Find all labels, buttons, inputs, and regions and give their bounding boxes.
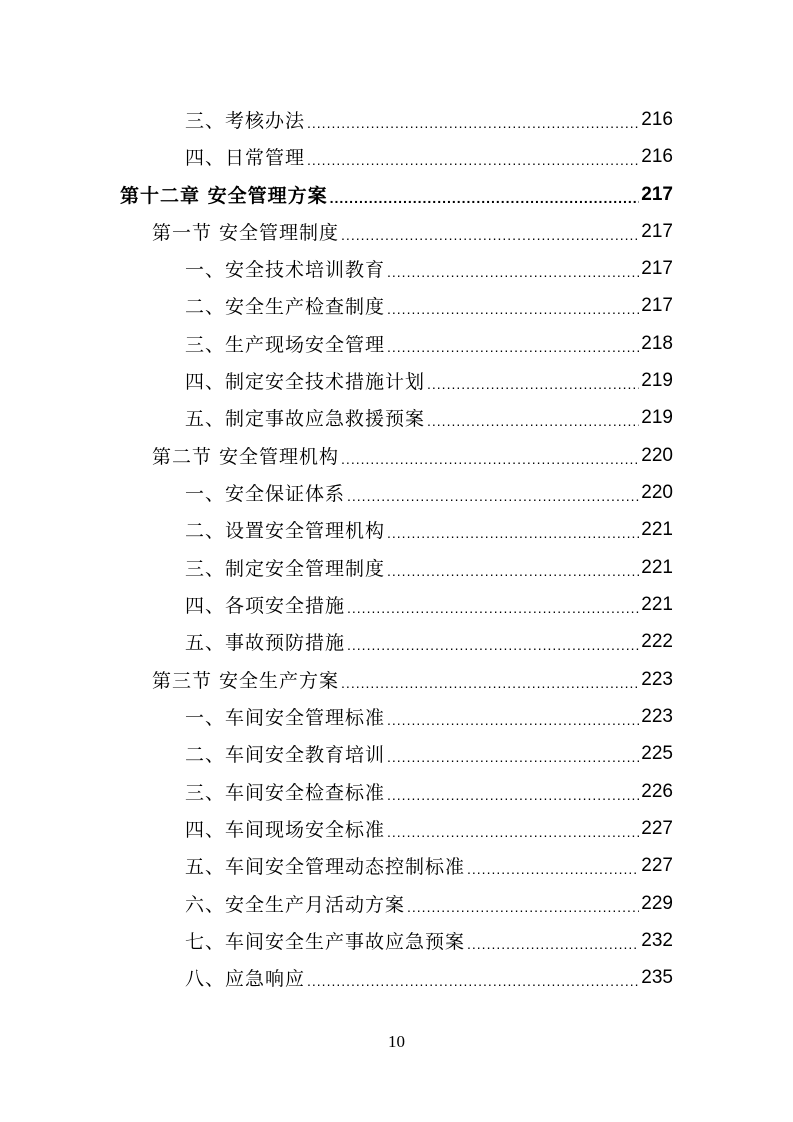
toc-entry-title: 一、车间安全管理标准: [185, 707, 386, 729]
toc-section-entry[interactable]: [152, 213, 673, 250]
toc-entry-title: 四、车间现场安全标准: [185, 819, 386, 841]
toc-leader-dots: [347, 600, 639, 616]
toc-entry[interactable]: [185, 885, 673, 922]
toc-leader-dots: [387, 563, 639, 579]
toc-entry[interactable]: [185, 362, 673, 399]
toc-entry-title: 二、设置安全管理机构: [185, 520, 386, 542]
toc-entry-title: 第十二章 安全管理方案: [120, 185, 328, 207]
toc-entry[interactable]: [185, 959, 673, 996]
toc-leader-dots: [341, 675, 639, 691]
toc-entry-page: 227: [641, 817, 673, 839]
toc-entry-title: 六、安全生产月活动方案: [185, 894, 406, 916]
toc-entry-page: 226: [641, 780, 673, 802]
toc-section-entry[interactable]: [152, 437, 673, 474]
toc-entry-page: 219: [641, 406, 673, 428]
toc-entry-page: 220: [641, 481, 673, 503]
toc-leader-dots: [427, 413, 639, 429]
toc-entry[interactable]: [185, 623, 673, 660]
toc-entry[interactable]: [185, 698, 673, 735]
toc-entry[interactable]: [185, 511, 673, 548]
toc-chapter-entry[interactable]: [120, 176, 673, 213]
toc-entry-title: 二、安全生产检查制度: [185, 296, 386, 318]
toc-entry-page: 235: [641, 966, 673, 988]
toc-leader-dots: [467, 861, 639, 877]
toc-entry-page: 220: [641, 444, 673, 466]
toc-entry-page: 225: [641, 742, 673, 764]
toc-entry-page: 216: [641, 108, 673, 130]
toc-entry-page: 223: [641, 705, 673, 727]
toc-entry-page: 221: [641, 518, 673, 540]
toc-leader-dots: [330, 190, 640, 206]
toc-entry[interactable]: [185, 549, 673, 586]
toc-entry-title: 八、应急响应: [185, 968, 306, 990]
toc-leader-dots: [387, 264, 639, 280]
toc-leader-dots: [387, 339, 639, 355]
toc-entry-page: 217: [641, 257, 673, 279]
toc-entry[interactable]: [185, 325, 673, 362]
toc-entry-title: 三、生产现场安全管理: [185, 334, 386, 356]
toc-entry-page: 221: [641, 593, 673, 615]
toc-leader-dots: [387, 301, 639, 317]
toc-leader-dots: [387, 749, 639, 765]
toc-leader-dots: [387, 712, 639, 728]
toc-entry[interactable]: [185, 847, 673, 884]
toc-leader-dots: [347, 637, 639, 653]
toc-leader-dots: [427, 376, 639, 392]
toc-leader-dots: [347, 488, 639, 504]
toc-entry[interactable]: [185, 250, 673, 287]
toc-entry[interactable]: [185, 735, 673, 772]
toc-entry-page: 229: [641, 892, 673, 914]
toc-entry-page: 219: [641, 369, 673, 391]
toc-entry[interactable]: [185, 586, 673, 623]
toc-entry-title: 第一节 安全管理制度: [152, 222, 340, 244]
toc-entry[interactable]: [185, 399, 673, 436]
toc-entry-title: 一、安全保证体系: [185, 483, 346, 505]
toc-entry-title: 一、安全技术培训教育: [185, 259, 386, 281]
toc-entry[interactable]: [185, 138, 673, 175]
toc-entry-page: 227: [641, 854, 673, 876]
toc-leader-dots: [387, 787, 639, 803]
toc-leader-dots: [307, 973, 639, 989]
toc-entry-page: 216: [641, 145, 673, 167]
toc-entry-title: 三、车间安全检查标准: [185, 782, 386, 804]
toc-entry-title: 五、制定事故应急救援预案: [185, 408, 426, 430]
toc-entry[interactable]: [185, 810, 673, 847]
toc-entry-page: 223: [641, 668, 673, 690]
toc-entry-title: 二、车间安全教育培训: [185, 744, 386, 766]
toc-leader-dots: [341, 451, 639, 467]
toc-leader-dots: [307, 115, 639, 131]
toc-entry[interactable]: [185, 922, 673, 959]
toc-entry-page: 217: [641, 183, 673, 205]
toc-leader-dots: [407, 899, 639, 915]
toc-entry-page: 232: [641, 929, 673, 951]
toc-entry-title: 三、考核办法: [185, 110, 306, 132]
page-number: 10: [388, 1032, 405, 1051]
toc-entry-title: 五、事故预防措施: [185, 632, 346, 654]
toc-entry-title: 四、制定安全技术措施计划: [185, 371, 426, 393]
toc-entry-title: 四、日常管理: [185, 147, 306, 169]
toc-entry-title: 三、制定安全管理制度: [185, 558, 386, 580]
toc-entry[interactable]: [185, 773, 673, 810]
toc-entry-page: 222: [641, 630, 673, 652]
toc-leader-dots: [341, 227, 639, 243]
toc-entry[interactable]: [185, 474, 673, 511]
toc-leader-dots: [387, 525, 639, 541]
toc-entry-title: 七、车间安全生产事故应急预案: [185, 931, 466, 953]
toc-entry-title: 四、各项安全措施: [185, 595, 346, 617]
toc-entry-page: 221: [641, 556, 673, 578]
toc-leader-dots: [467, 936, 639, 952]
toc-section-entry[interactable]: [152, 661, 673, 698]
toc-entry-title: 第三节 安全生产方案: [152, 670, 340, 692]
toc-entry[interactable]: [185, 101, 673, 138]
toc-entry-page: 217: [641, 294, 673, 316]
toc-entry[interactable]: [185, 287, 673, 324]
toc-leader-dots: [307, 152, 639, 168]
toc-entry-title: 五、车间安全管理动态控制标准: [185, 856, 466, 878]
toc-entry-title: 第二节 安全管理机构: [152, 446, 340, 468]
toc-entry-page: 217: [641, 220, 673, 242]
toc-leader-dots: [387, 824, 639, 840]
toc-entry-page: 218: [641, 332, 673, 354]
